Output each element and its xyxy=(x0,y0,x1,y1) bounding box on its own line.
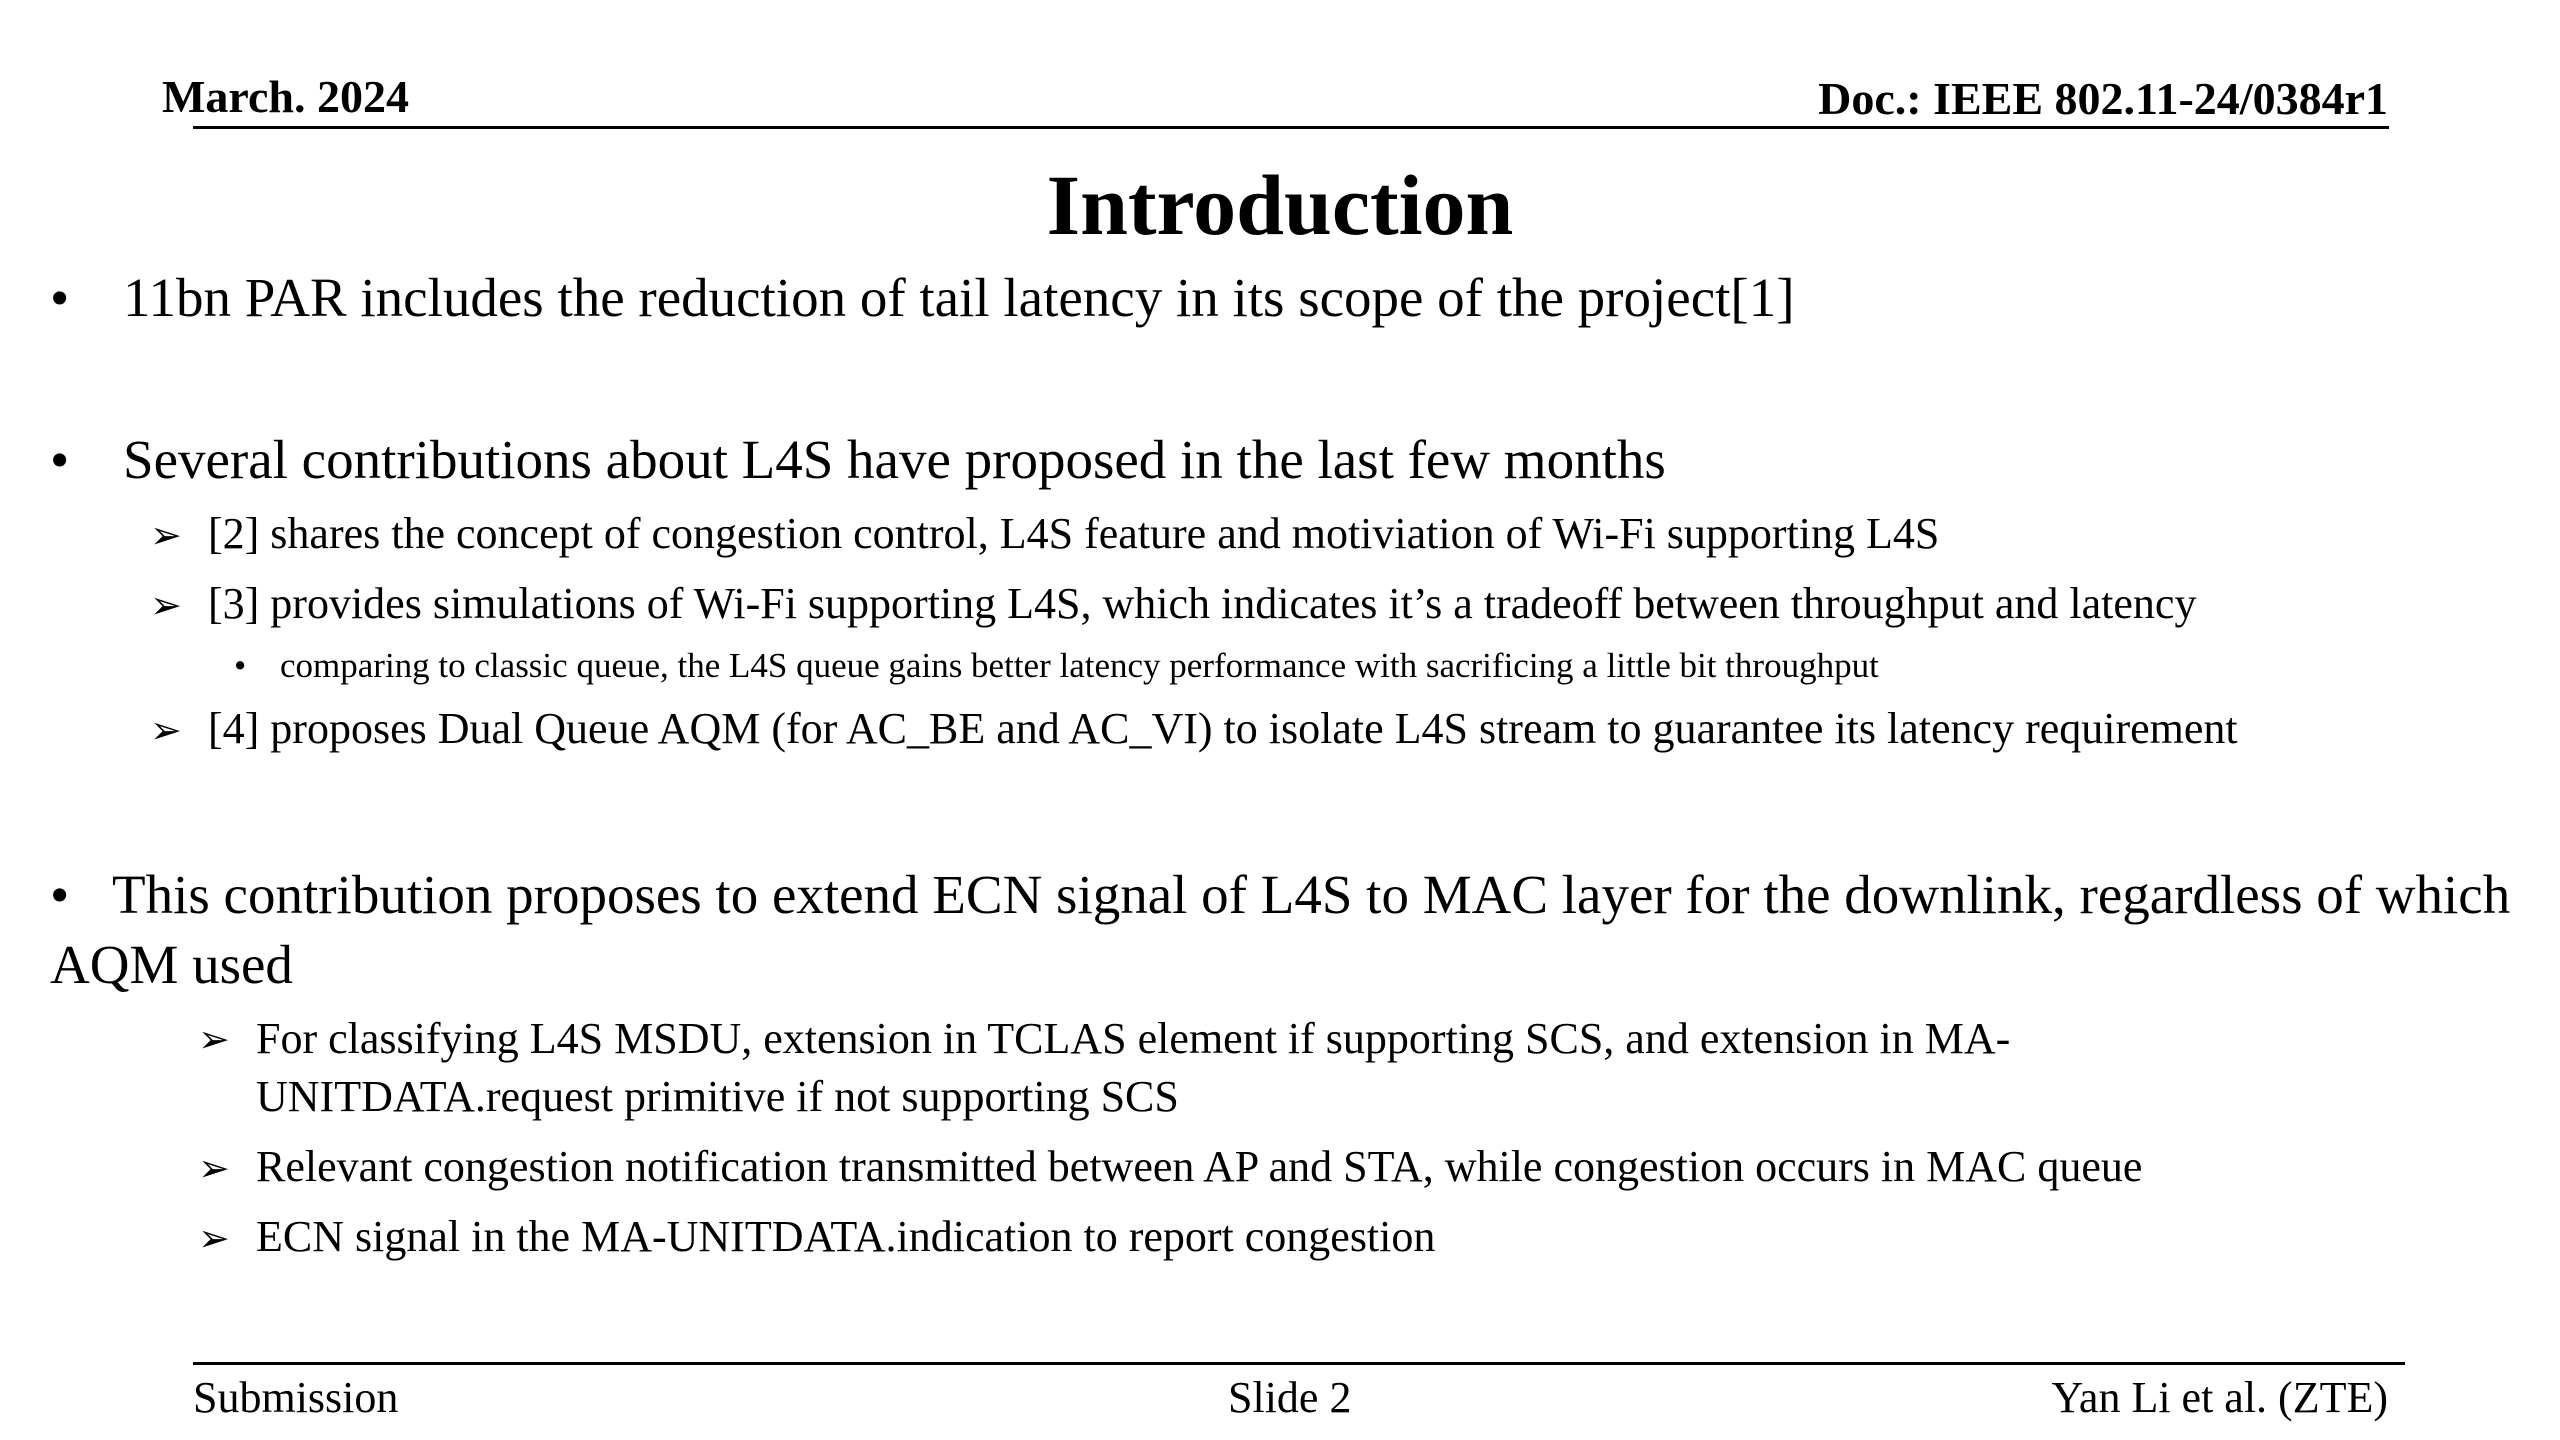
sub-bullet-text: [2] shares the concept of congestion control, L4S feature and motiviation of Wi-Fi supporting L4S xyxy=(208,509,1940,558)
bullet-marker: • xyxy=(50,429,70,490)
sub-bullet-text: For classifying L4S MSDU, extension in TCLAS element if supporting SCS, and extension in MA-UNITDATA.request primitive if not supporting SCS xyxy=(256,1014,2011,1121)
sub-bullet-text: [4] proposes Dual Queue AQM (for AC_BE and AC_VI) to isolate L4S stream to guarantee its latency requirement xyxy=(208,704,2238,753)
header-doc-id: Doc.: IEEE 802.11-24/0384r1 xyxy=(1818,73,2388,124)
footer-submission: Submission xyxy=(193,1373,399,1422)
arrow-bullet-icon: ➢ xyxy=(150,708,182,752)
sub-sub-bullet-2-2-1 xyxy=(234,648,1879,683)
bullet-text: This contribution proposes to extend ECN signal of L4S to MAC layer for the downlink, regardless of which AQM used xyxy=(50,864,2511,995)
sub-bullet-3-1 xyxy=(198,1010,2256,1126)
sub-bullet-3-2 xyxy=(198,1142,2143,1191)
header-date: March. 2024 xyxy=(162,71,410,122)
header-divider xyxy=(193,126,2389,129)
arrow-bullet-icon: ➢ xyxy=(198,1146,230,1190)
bullet-marker: • xyxy=(234,646,247,685)
footer-slide-number: Slide 2 xyxy=(1228,1373,1352,1422)
bullet-1 xyxy=(50,267,1795,328)
arrow-bullet-icon: ➢ xyxy=(198,1216,230,1260)
sub-bullet-text: ECN signal in the MA-UNITDATA.indication to report congestion xyxy=(256,1212,1436,1261)
arrow-bullet-icon: ➢ xyxy=(150,513,182,557)
arrow-bullet-icon: ➢ xyxy=(150,583,182,627)
sub-bullet-text: Relevant congestion notification transmitted between AP and STA, while congestion occurs in MAC queue xyxy=(256,1142,2143,1191)
bullet-3 xyxy=(50,860,2530,1000)
sub-bullet-3-3 xyxy=(198,1212,1436,1261)
sub-bullet-2-1 xyxy=(150,509,1940,558)
sub-bullet-2-2 xyxy=(150,579,2197,628)
bullet-text: 11bn PAR includes the reduction of tail latency in its scope of the project[1] xyxy=(123,267,1795,328)
sub-bullet-text: [3] provides simulations of Wi-Fi supporting L4S, which indicates it’s a tradeoff between throughput and latency xyxy=(208,579,2197,628)
bullet-text: Several contributions about L4S have proposed in the last few months xyxy=(123,429,1666,490)
slide-title: Introduction xyxy=(1046,157,1514,253)
footer-divider xyxy=(193,1362,2405,1365)
arrow-bullet-icon: ➢ xyxy=(198,1017,230,1061)
bullet-marker: • xyxy=(50,267,70,328)
footer-author: Yan Li et al. (ZTE) xyxy=(2051,1373,2388,1422)
bullet-2 xyxy=(50,429,1666,490)
bullet-marker: • xyxy=(50,864,70,925)
sub-bullet-2-3 xyxy=(150,704,2238,753)
sub-sub-bullet-text: comparing to classic queue, the L4S queue gains better latency performance with sacrificing a little bit throughput xyxy=(280,646,1879,685)
